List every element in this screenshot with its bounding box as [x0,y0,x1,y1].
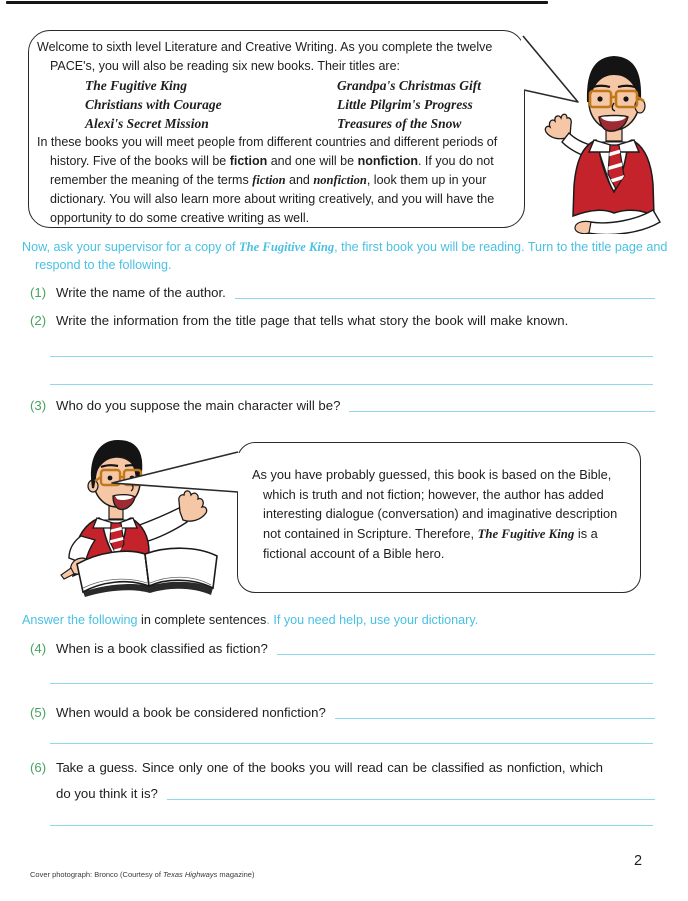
question-text: Write the information from the title page that tells what story the book will make known. [56,313,569,328]
question-text-line-1: Take a guess. Since only one of the books you will read can be classified as nonfiction, which [56,760,603,775]
cover-photo-credit: Cover photograph: Bronco (Courtesy of Texas Highways magazine) [30,869,255,879]
answer-line[interactable] [335,718,655,719]
answer-line[interactable] [277,654,655,655]
speech-bubble-tail [104,446,244,498]
resting-arm [575,210,660,234]
question-number: (2) [30,313,47,328]
answer-line[interactable] [167,799,655,800]
book-title: Alexi's Secret Mission [85,116,209,131]
question-4 [30,640,655,657]
book-title-list [85,76,515,133]
answer-line[interactable] [50,342,653,357]
open-book [77,548,217,597]
book-title: Little Pilgrim's Progress [337,97,473,112]
question-5 [30,704,655,721]
book-title: Treasures of the Snow [337,116,462,131]
question-number: (3) [30,398,47,413]
answer-line[interactable] [349,411,655,412]
intro-speech-bubble [28,30,525,228]
question-text-line-2: do you think it is? [56,786,158,801]
extended-hand [137,491,207,542]
answer-line[interactable] [50,370,653,385]
answer-line[interactable] [50,729,653,744]
instruction-text-2: Answer the following in complete sentences. If you need help, use your dictionary. [22,613,479,627]
head [588,57,645,131]
instruction-text-1: Now, ask your supervisor for a copy of The Fugitive King, the first book you will be reading. Turn to the title page and respond to the following. [22,240,668,272]
question-text: When is a book classified as fiction? [56,641,268,656]
fiction-explanation-bubble [237,442,641,593]
book-title: Christians with Courage [85,97,222,112]
book-title: The Fugitive King [85,78,188,93]
bubble2-paragraph: As you have probably guessed, this book is based on the Bible, which is truth and not fiction; however, the author has added interesting dialogue (conversation) and imaginative description not contained in Scripture. Therefore, The Fugitive King is a fictional account of a Bible hero. [252,467,618,561]
question-number: (1) [30,285,47,300]
intro-paragraph-2: In these books you will meet people from different countries and different periods of history. Five of the books will be fiction and one will be nonfiction. If you do not remember the meaning of the terms fiction and nonfiction, look them up in your dictionary. You will also learn more about writing creatively, and you will have the opportunity to do some creative writing as well. [37,135,498,225]
answer-line[interactable] [50,669,653,684]
question-number: (6) [30,760,47,775]
book-title-column-right [337,76,481,133]
question-number: (4) [30,641,47,656]
question-text: When would a book be considered nonfiction? [56,705,326,720]
question-6 [30,759,655,802]
question-1 [30,284,655,301]
answer-line[interactable] [50,811,653,826]
torso [573,128,654,216]
page-number: 2 [634,853,643,869]
intro-paragraph-1: Welcome to sixth level Literature and Creative Writing. As you complete the twelve PACE's, you will also be reading six new books. Their titles are: [37,40,493,73]
question-3 [30,397,655,414]
scan-artifact-line [6,1,548,4]
speech-bubble-tail [516,32,586,110]
book-title-column-left [85,76,337,133]
answer-line[interactable] [235,298,655,299]
question-2 [30,312,655,329]
book-title: Grandpa's Christmas Gift [337,78,482,93]
question-text: Write the name of the author. [56,285,226,300]
question-number: (5) [30,705,47,720]
question-text: Who do you suppose the main character will be? [56,398,341,413]
